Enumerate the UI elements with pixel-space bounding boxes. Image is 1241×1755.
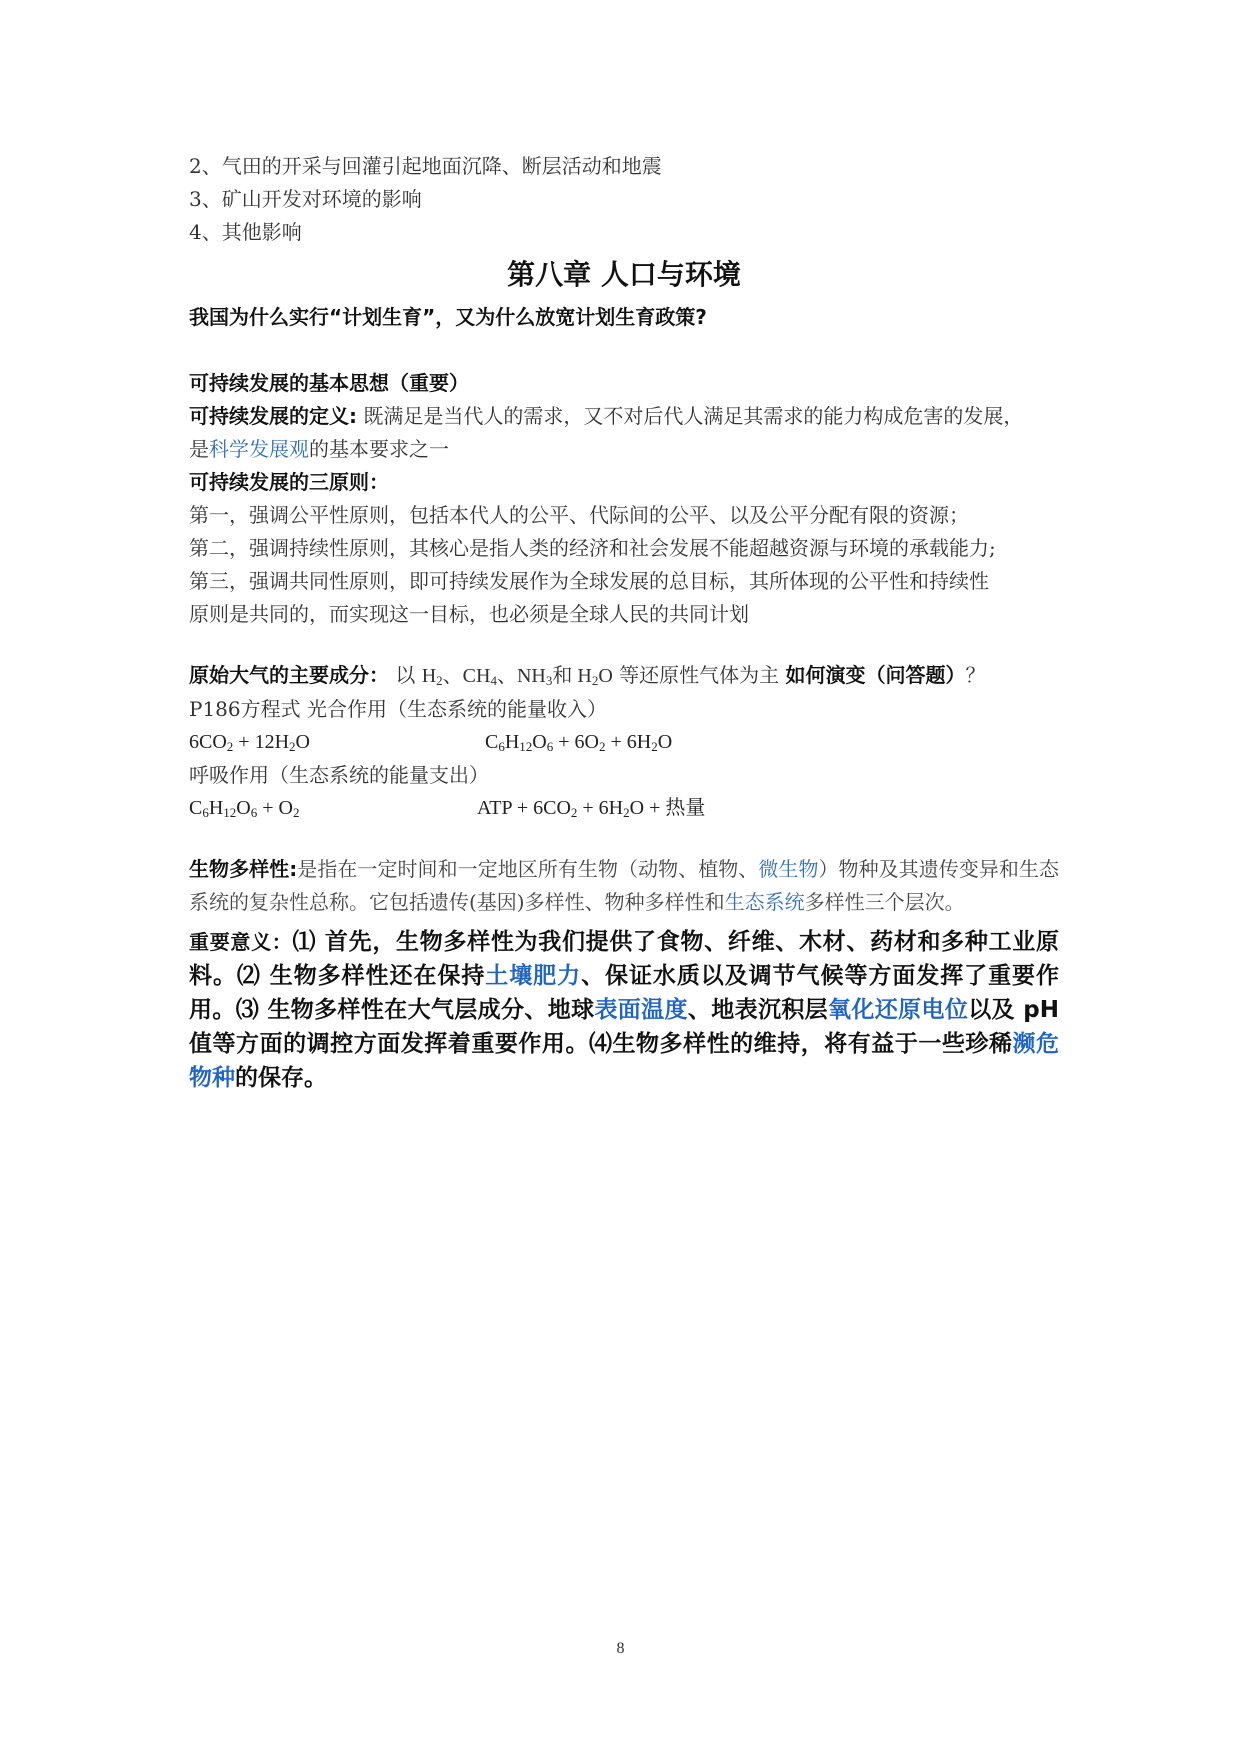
microorganism-link[interactable]: 微生物 [758,857,819,881]
list-item: 3、矿山开发对环境的影响 [189,187,422,211]
importance-paragraph [189,925,1059,1095]
atmosphere-tail: ？ [965,663,986,687]
biodiversity-text: ）物种及其遗传变异和生态系统的复杂性总称。它包括遗传(基因)多样性、物种多样性和 [189,857,1060,914]
list-item: 2、气田的开采与回灌引起地面沉降、断层活动和地震 [189,154,662,178]
sustainable-definition-cont [189,433,1059,466]
definition-text-pre: 是 [189,437,209,461]
evolution-question: 如何演变（问答题） [785,663,966,687]
importance-text: ⑴ 首先，生物多样性为我们提供了食物、纤维、木材、药材和多种工业原料。⑵ 生物多样性还在保持 [189,929,1059,989]
principle-3-cont: 原则是共同的，而实现这一目标，也必须是全球人民的共同计划 [189,602,749,626]
definition-text-post: 的基本要求之一 [309,437,449,461]
respiration-line: 呼吸作用（生态系统的能量支出） [189,763,489,787]
page-number: 8 [616,1640,625,1657]
importance-label: 重要意义： [189,930,293,954]
importance-text: 以及 pH 值等方面的调控方面发挥着重要作用。⑷生物多样性的维持，将有益于一些珍稀 [189,997,1059,1057]
sustainable-heading: 可持续发展的基本思想（重要） [189,371,469,395]
atmosphere-label: 原始大气的主要成分： [189,663,389,687]
equation-right: $C_6H_{12}O_6 + 6O_2 + 6H_2O$ [485,731,673,754]
sustainable-definition [189,400,1059,433]
atmosphere-text: 以 [389,663,422,687]
surface-temperature-link[interactable]: 表面温度 [594,997,688,1023]
principle-3: 第三，强调共同性原则，即可持续发展作为全球发展的总目标，其所体现的公平性和持续性 [189,569,989,593]
equation-left: $6CO_2 + 12H_2O$ [189,731,310,754]
importance-text: 、保证水质以及调节气候等方面发挥了重要作用。⑶ 生物多样性在大气层成分、地球 [189,963,1059,1023]
biodiversity-text: 多样性三个层次。 [804,890,965,914]
biodiversity-text: 是指在一定时间和一定地区所有生物（动物、植物、 [297,857,759,881]
definition-label: 可持续发展的定义: [189,404,357,428]
page-content [189,150,1059,1095]
biodiversity-paragraph [189,853,1059,919]
equation-left: $C_6H_{12}O_6 + O_2$ [189,797,300,820]
principle-1: 第一，强调公平性原则，包括本代人的公平、代际间的公平、以及公平分配有限的资源； [189,503,969,527]
scientific-development-link[interactable]: 科学发展观 [209,437,309,461]
redox-potential-link[interactable]: 氧化还原电位 [828,997,969,1023]
question-heading: 我国为什么实行“计划生育”，又为什么放宽计划生育政策? [189,305,707,329]
principle-2: 第二，强调持续性原则，其核心是指人类的经济和社会发展不能超越资源与环境的承载能力; [189,536,996,560]
importance-text: 的保存。 [235,1065,327,1091]
gas-formula: $H_2$、$CH_4$、$NH_3$和 $H_2O$ [421,665,613,688]
soil-fertility-link[interactable]: 土壤肥力 [485,963,582,989]
photosynthesis-equation [189,726,1059,759]
biodiversity-label: 生物多样性: [189,857,298,881]
importance-text: 、地表沉积层 [687,997,829,1023]
ecosystem-link[interactable]: 生态系统 [724,890,805,914]
atmosphere-text-post: 等还原性气体为主 [612,663,786,687]
equation-right: ATP + $6CO_2 + 6H_2O$ + 热量 [477,797,706,820]
definition-text: 既满足是当代人的需求，又不对后代人满足其需求的能力构成危害的发展， [357,404,1024,428]
atmosphere-line [189,659,1059,693]
endangered-species-link[interactable]: 濒危物种 [189,1031,1060,1091]
principles-heading: 可持续发展的三原则： [189,470,389,494]
chapter-title: 第八章 人口与环境 [507,258,741,291]
respiration-equation [189,792,1059,825]
p186-line: P186方程式 光合作用（生态系统的能量收入） [189,697,607,721]
list-item: 4、其他影响 [189,220,302,244]
